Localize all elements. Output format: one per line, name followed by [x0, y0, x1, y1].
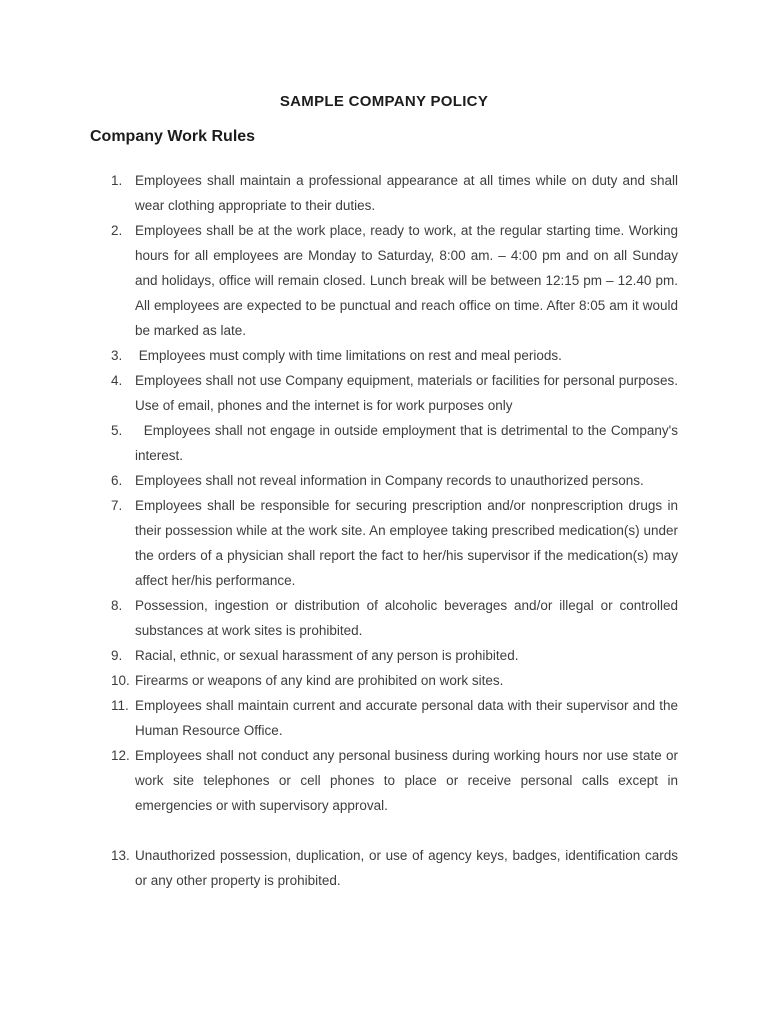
rule-item	[90, 493, 678, 593]
rule-number: 11.	[111, 698, 129, 713]
rule-text: Employees shall be responsible for securing prescription and/or nonprescription drugs in their possession while at the work site. An employee taking prescribed medication(s) under the orders of a physician shall report the fact to her/his supervisor if the medication(s) may affect her/his performance.	[135, 498, 678, 588]
rule-item	[90, 643, 678, 668]
rule-item	[90, 468, 678, 493]
rule-number: 8.	[111, 598, 123, 613]
rule-number: 4.	[111, 373, 123, 388]
rule-number: 13.	[111, 848, 130, 863]
rule-text: Employees shall maintain current and accurate personal data with their supervisor and the Human Resource Office.	[135, 698, 678, 738]
section-heading: Company Work Rules	[90, 128, 256, 145]
rule-item	[90, 593, 678, 643]
rule-number: 12.	[111, 748, 130, 763]
document-title: SAMPLE COMPANY POLICY	[279, 93, 489, 110]
rule-number: 10.	[111, 673, 130, 688]
rule-item	[90, 743, 678, 818]
rule-item	[90, 343, 678, 368]
rule-item	[90, 843, 678, 893]
rule-number: 9.	[111, 648, 123, 663]
rule-text: Employees shall not use Company equipment, materials or facilities for personal purposes. Use of email, phones and the internet is for work purposes only	[135, 373, 678, 413]
rule-number: 6.	[111, 473, 123, 488]
rule-number: 3.	[111, 348, 123, 363]
rule-item	[90, 168, 678, 218]
rule-text: Possession, ingestion or distribution of alcoholic beverages and/or illegal or controlled substances at work sites is prohibited.	[135, 598, 678, 638]
rule-item	[90, 218, 678, 343]
rule-text: Unauthorized possession, duplication, or use of agency keys, badges, identification cards or any other property is prohibited.	[135, 848, 678, 888]
rule-text: Employees shall maintain a professional appearance at all times while on duty and shall wear clothing appropriate to their duties.	[135, 173, 678, 213]
rule-item	[90, 368, 678, 418]
rule-number: 1.	[111, 173, 123, 188]
rule-text: Employees shall be at the work place, ready to work, at the regular starting time. Working hours for all employees are Monday to Saturday, 8:00 am. – 4:00 pm and on all Sunday and holidays, office will remain closed. Lunch break will be between 12:15 pm – 12.40 pm. All employees are expected to be punctual and reach office on time. After 8:05 am it would be marked as late.	[135, 223, 678, 338]
rule-item	[90, 693, 678, 743]
rule-text: Racial, ethnic, or sexual harassment of any person is prohibited.	[135, 648, 519, 663]
rule-number: 7.	[111, 498, 123, 513]
rule-text: Employees shall not engage in outside employment that is detrimental to the Company's interest.	[135, 423, 678, 463]
work-rules-list	[90, 168, 678, 893]
rule-text: Employees shall not reveal information in Company records to unauthorized persons.	[135, 473, 644, 488]
rule-item	[90, 668, 678, 693]
rule-item	[90, 418, 678, 468]
rule-text: Employees must comply with time limitations on rest and meal periods.	[135, 348, 562, 363]
rule-number: 2.	[111, 223, 123, 238]
rule-number: 5.	[111, 423, 123, 438]
rule-text: Employees shall not conduct any personal business during working hours nor use state or work site telephones or cell phones to place or receive personal calls except in emergencies or with supervisory approval.	[135, 748, 678, 813]
rule-text: Firearms or weapons of any kind are prohibited on work sites.	[135, 673, 504, 688]
